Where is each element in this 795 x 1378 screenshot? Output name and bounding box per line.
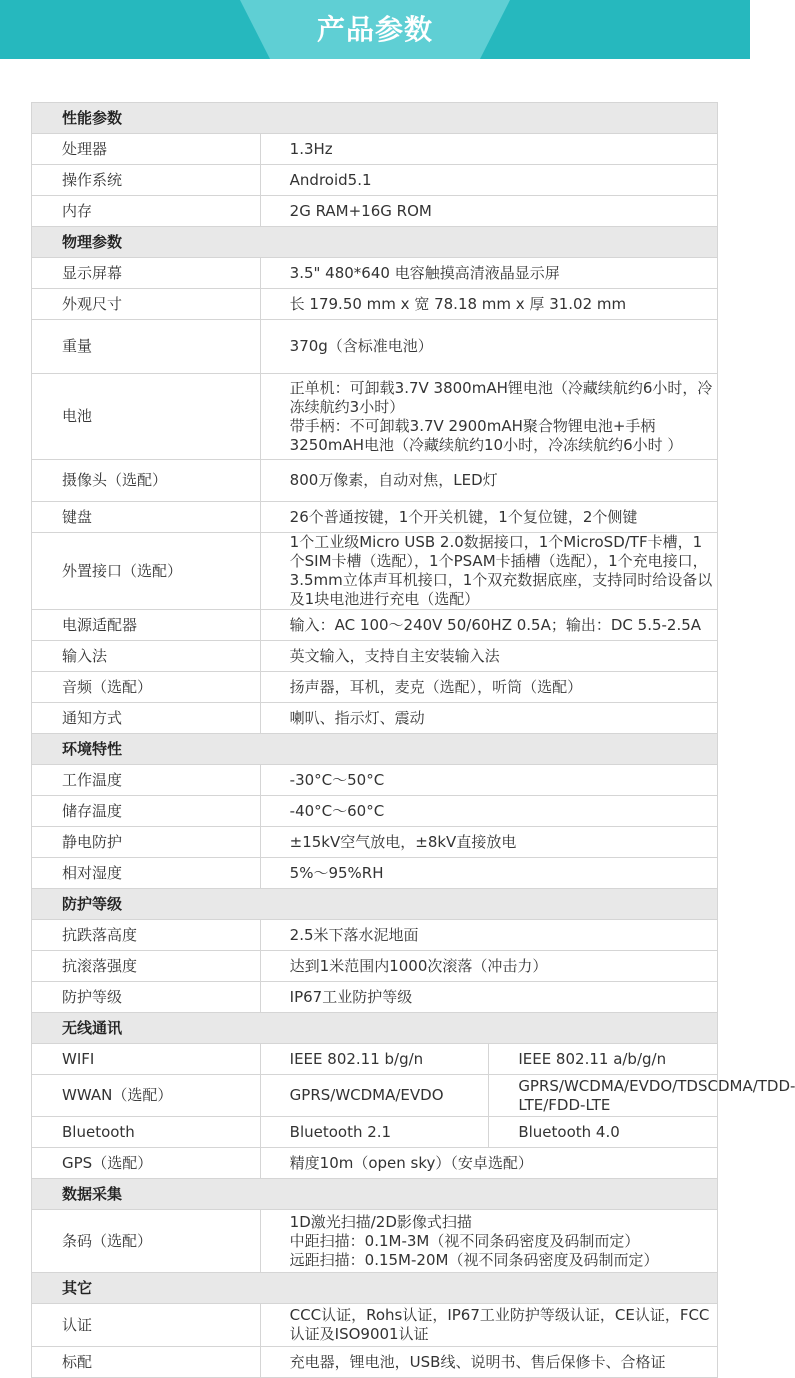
spec-row xyxy=(32,703,718,734)
spec-value: 扬声器，耳机，麦克（选配），听筒（选配） xyxy=(260,672,717,703)
spec-value: ±15kV空气放电，±8kV直接放电 xyxy=(260,827,717,858)
spec-value: 长 179.50 mm x 宽 78.18 mm x 厚 31.02 mm xyxy=(260,289,717,320)
spec-value: 充电器，锂电池，USB线、说明书、售后保修卡、合格证 xyxy=(260,1347,717,1378)
spec-row xyxy=(32,1044,718,1075)
spec-value: 800万像素，自动对焦，LED灯 xyxy=(260,460,717,502)
spec-row xyxy=(32,460,718,502)
spec-row xyxy=(32,1117,718,1148)
section-title: 无线通讯 xyxy=(32,1013,718,1044)
title-banner xyxy=(0,0,750,59)
section-title: 环境特性 xyxy=(32,734,718,765)
spec-value: -40°C～60°C xyxy=(260,796,717,827)
spec-value: 26个普通按键，1个开关机键，1个复位键，2个侧键 xyxy=(260,502,717,533)
spec-label: 显示屏幕 xyxy=(32,258,261,289)
section-header xyxy=(32,1179,718,1210)
spec-label: 电池 xyxy=(32,374,261,460)
spec-row xyxy=(32,502,718,533)
spec-value-alt: Bluetooth 4.0 xyxy=(489,1117,718,1148)
spec-value: IP67工业防护等级 xyxy=(260,982,717,1013)
spec-row xyxy=(32,1210,718,1273)
section-title: 物理参数 xyxy=(32,227,718,258)
spec-row xyxy=(32,134,718,165)
spec-label: 条码（选配） xyxy=(32,1210,261,1273)
spec-label: 外观尺寸 xyxy=(32,289,261,320)
spec-value: IEEE 802.11 b/g/n xyxy=(260,1044,489,1075)
spec-row xyxy=(32,827,718,858)
banner-title: 产品参数 xyxy=(316,13,433,46)
section-header xyxy=(32,227,718,258)
spec-row xyxy=(32,320,718,374)
spec-row xyxy=(32,1075,718,1117)
spec-value: -30°C～50°C xyxy=(260,765,717,796)
spec-row xyxy=(32,1347,718,1378)
spec-label: 输入法 xyxy=(32,641,261,672)
spec-row xyxy=(32,374,718,460)
spec-label: 相对湿度 xyxy=(32,858,261,889)
spec-row xyxy=(32,1304,718,1347)
spec-value: 精度10m（open sky）（安卓选配） xyxy=(260,1148,717,1179)
section-header xyxy=(32,1013,718,1044)
spec-label: GPS（选配） xyxy=(32,1148,261,1179)
spec-value: 1.3Hz xyxy=(260,134,717,165)
spec-value: 2G RAM+16G ROM xyxy=(260,196,717,227)
spec-label: 处理器 xyxy=(32,134,261,165)
spec-value: 正单机：可卸载3.7V 3800mAH锂电池（冷藏续航约6小时，冷冻续航约3小时） 带手柄：不可卸载3.7V 2900mAH聚合物锂电池+手柄3250mAH电池（冷藏续航约10小时，冷冻续航约6小时 ） xyxy=(260,374,717,460)
spec-label: 键盘 xyxy=(32,502,261,533)
section-header xyxy=(32,103,718,134)
spec-label: WWAN（选配） xyxy=(32,1075,261,1117)
spec-label: 储存温度 xyxy=(32,796,261,827)
spec-label: 摄像头（选配） xyxy=(32,460,261,502)
spec-table xyxy=(31,102,795,1378)
spec-label: 工作温度 xyxy=(32,765,261,796)
spec-value: GPRS/WCDMA/EVDO xyxy=(260,1075,489,1117)
spec-row xyxy=(32,951,718,982)
spec-value: 2.5米下落水泥地面 xyxy=(260,920,717,951)
spec-value: 输入：AC 100～240V 50/60HZ 0.5A；输出：DC 5.5-2.5A xyxy=(260,610,717,641)
spec-label: 外置接口（选配） xyxy=(32,533,261,610)
spec-row xyxy=(32,533,718,610)
spec-label: 音频（选配） xyxy=(32,672,261,703)
spec-label: 抗跌落高度 xyxy=(32,920,261,951)
spec-value: 3.5" 480*640 电容触摸高清液晶显示屏 xyxy=(260,258,717,289)
spec-row xyxy=(32,920,718,951)
spec-value: 370g（含标准电池） xyxy=(260,320,717,374)
spec-row xyxy=(32,672,718,703)
spec-row xyxy=(32,165,718,196)
spec-row xyxy=(32,289,718,320)
spec-value: CCC认证，Rohs认证，IP67工业防护等级认证，CE认证，FCC认证及ISO9001认证 xyxy=(260,1304,717,1347)
spec-value-alt: GPRS/WCDMA/EVDO/TDSCDMA/TDD-LTE/FDD-LTE xyxy=(489,1075,718,1117)
spec-label: WIFI xyxy=(32,1044,261,1075)
spec-row xyxy=(32,858,718,889)
section-title: 其它 xyxy=(32,1273,718,1304)
spec-label: 操作系统 xyxy=(32,165,261,196)
spec-label: 抗滚落强度 xyxy=(32,951,261,982)
spec-label: Bluetooth xyxy=(32,1117,261,1148)
spec-row xyxy=(32,641,718,672)
spec-value: 1D激光扫描/2D影像式扫描 中距扫描：0.1M-3M（视不同条码密度及码制而定） 远距扫描：0.15M-20M（视不同条码密度及码制而定） xyxy=(260,1210,717,1273)
spec-value: 1个工业级Micro USB 2.0数据接口，1个MicroSD/TF卡槽，1个SIM卡槽（选配），1个PSAM卡插槽（选配），1个充电接口，3.5mm立体声耳机接口，1个双充数据底座，支持同时给设备以及1块电池进行充电（选配） xyxy=(260,533,717,610)
spec-value: Android5.1 xyxy=(260,165,717,196)
spec-value: Bluetooth 2.1 xyxy=(260,1117,489,1148)
spec-value: 喇叭、指示灯、震动 xyxy=(260,703,717,734)
spec-row xyxy=(32,610,718,641)
spec-value: 达到1米范围内1000次滚落（冲击力） xyxy=(260,951,717,982)
spec-row xyxy=(32,1148,718,1179)
section-title: 防护等级 xyxy=(32,889,718,920)
spec-value-alt: IEEE 802.11 a/b/g/n xyxy=(489,1044,718,1075)
spec-row xyxy=(32,258,718,289)
section-title: 性能参数 xyxy=(32,103,718,134)
spec-label: 认证 xyxy=(32,1304,261,1347)
spec-row xyxy=(32,196,718,227)
spec-row xyxy=(32,982,718,1013)
spec-value: 英文输入，支持自主安装输入法 xyxy=(260,641,717,672)
spec-value: 5%～95%RH xyxy=(260,858,717,889)
spec-row xyxy=(32,765,718,796)
spec-label: 重量 xyxy=(32,320,261,374)
spec-label: 通知方式 xyxy=(32,703,261,734)
spec-label: 内存 xyxy=(32,196,261,227)
spec-label: 防护等级 xyxy=(32,982,261,1013)
spec-label: 静电防护 xyxy=(32,827,261,858)
spec-label: 电源适配器 xyxy=(32,610,261,641)
spec-row xyxy=(32,796,718,827)
section-title: 数据采集 xyxy=(32,1179,718,1210)
section-header xyxy=(32,889,718,920)
section-header xyxy=(32,1273,718,1304)
spec-label: 标配 xyxy=(32,1347,261,1378)
section-header xyxy=(32,734,718,765)
